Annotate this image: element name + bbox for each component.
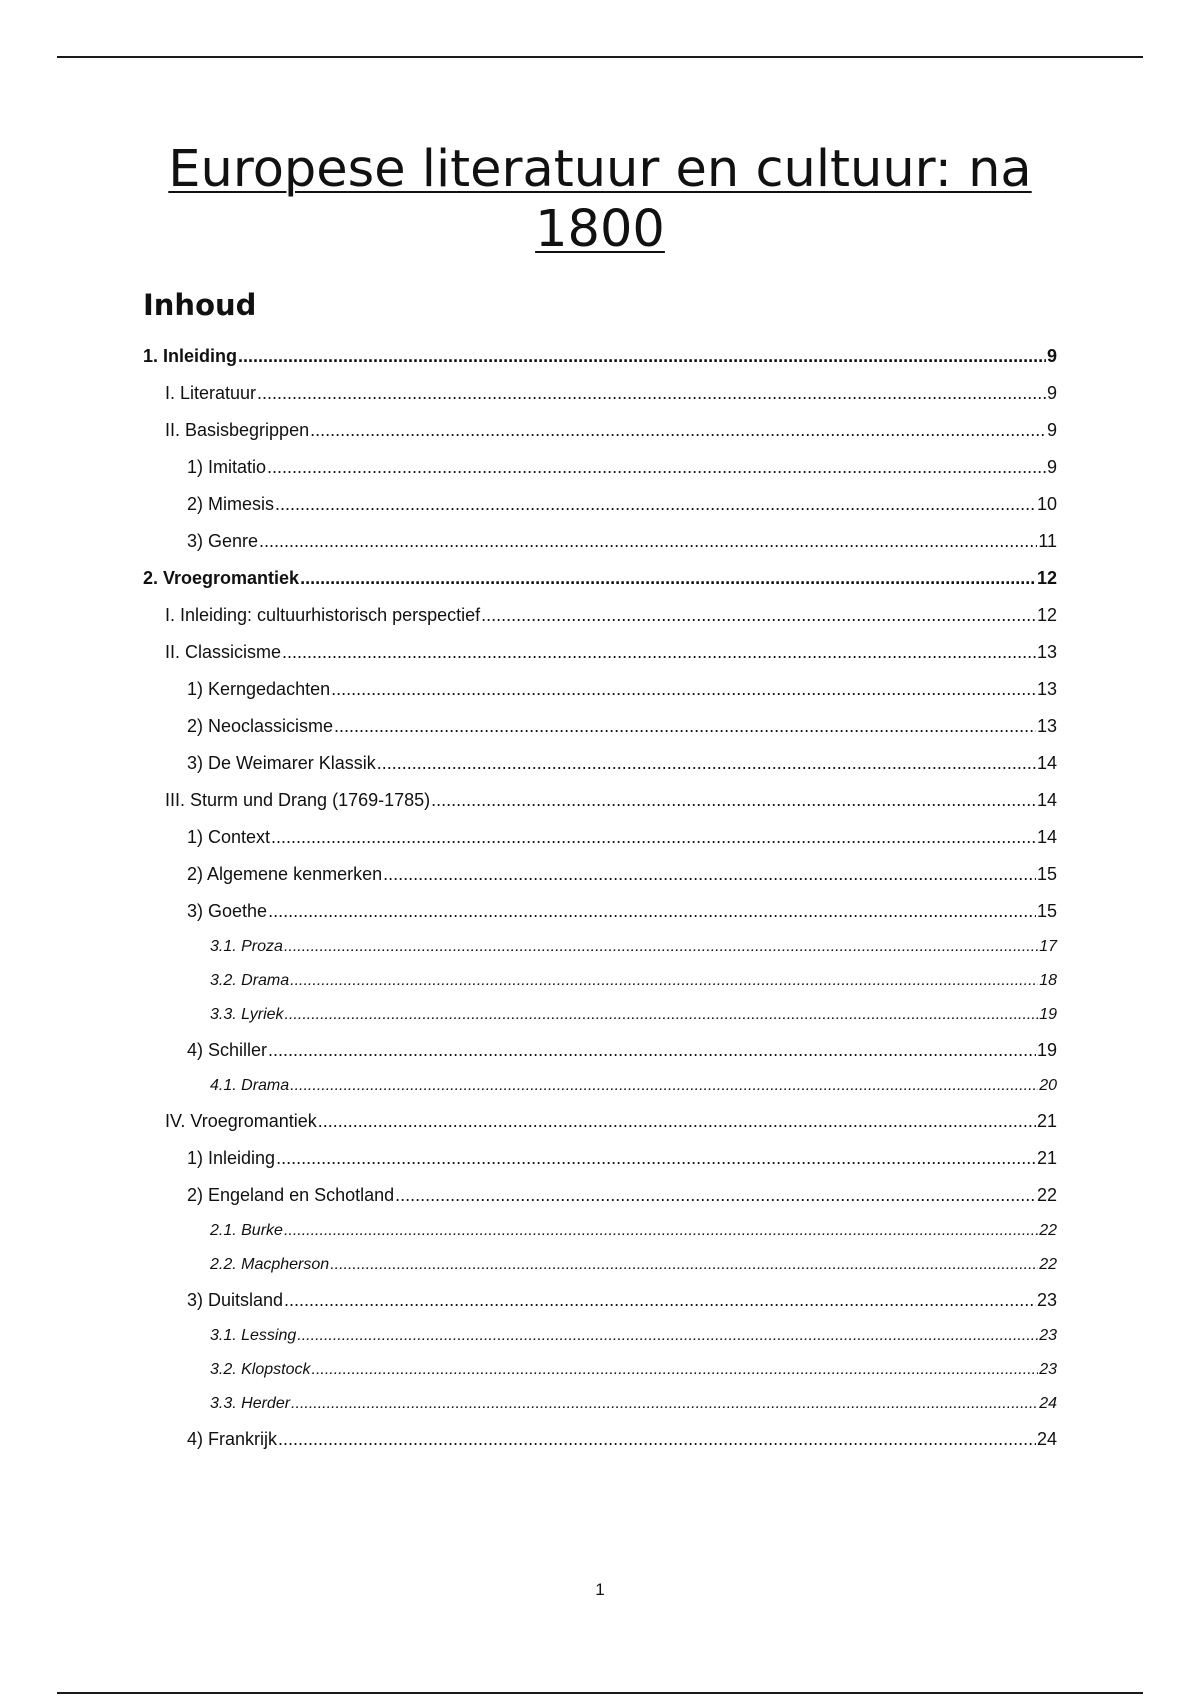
toc-entry-page: 22: [1039, 1222, 1057, 1239]
toc-entry-label: 1) Inleiding: [187, 1148, 276, 1168]
toc-entry[interactable]: [143, 1353, 1057, 1387]
toc-entry-label: 3) Duitsland: [187, 1290, 284, 1310]
toc-entry-page: 12: [1036, 568, 1057, 588]
toc-entry[interactable]: [143, 1177, 1057, 1214]
toc-dot-leader: [300, 560, 1036, 597]
toc-entry-page: 23: [1036, 1290, 1057, 1310]
toc-entry-label: 3.2. Drama: [210, 972, 290, 989]
toc-dot-leader: [383, 856, 1036, 893]
toc-entry-page: 19: [1036, 1040, 1057, 1060]
toc-entry-label: 3.3. Lyriek: [210, 1006, 284, 1023]
toc-entry[interactable]: [143, 449, 1057, 486]
toc-entry-page: 10: [1036, 494, 1057, 514]
toc-dot-leader: [284, 1214, 1038, 1248]
toc-entry-page: 12: [1036, 605, 1057, 625]
toc-heading: Inhoud: [143, 288, 257, 322]
toc-dot-leader: [312, 1353, 1039, 1387]
toc-entry[interactable]: [143, 671, 1057, 708]
toc-dot-leader: [275, 486, 1036, 523]
toc-entry-label: 1. Inleiding: [143, 346, 238, 366]
table-of-contents: [143, 338, 1057, 1458]
toc-entry[interactable]: [143, 412, 1057, 449]
toc-dot-leader: [259, 523, 1037, 560]
toc-entry-label: I. Inleiding: cultuurhistorisch perspectief: [165, 605, 481, 625]
toc-dot-leader: [431, 782, 1036, 819]
toc-entry[interactable]: [143, 1069, 1057, 1103]
toc-entry-label: 3) Genre: [187, 531, 259, 551]
toc-dot-leader: [331, 671, 1036, 708]
toc-entry-label: 2) Neoclassicisme: [187, 716, 334, 736]
toc-entry-label: 3.2. Klopstock: [210, 1361, 311, 1378]
toc-entry-label: II. Basisbegrippen: [165, 420, 310, 440]
toc-entry[interactable]: [143, 523, 1057, 560]
document-title-line-2: 1800: [535, 200, 665, 259]
toc-entry-page: 15: [1036, 901, 1057, 921]
toc-entry[interactable]: [143, 1140, 1057, 1177]
toc-dot-leader: [310, 412, 1046, 449]
toc-entry-page: 18: [1039, 972, 1057, 989]
toc-entry-label: 2. Vroegromantiek: [143, 568, 300, 588]
toc-entry[interactable]: [143, 1214, 1057, 1248]
toc-entry[interactable]: [143, 560, 1057, 597]
footer-rule: [57, 1692, 1143, 1694]
toc-entry-page: 20: [1039, 1077, 1057, 1094]
toc-entry-label: 2) Mimesis: [187, 494, 275, 514]
toc-entry-label: 2.1. Burke: [210, 1222, 283, 1239]
toc-entry[interactable]: [143, 1103, 1057, 1140]
toc-dot-leader: [257, 375, 1046, 412]
toc-dot-leader: [271, 819, 1036, 856]
header-rule: [57, 56, 1143, 58]
toc-entry-page: 9: [1046, 420, 1057, 440]
toc-entry-page: 14: [1036, 753, 1057, 773]
toc-entry-label: 3.1. Lessing: [210, 1327, 297, 1344]
toc-entry[interactable]: [143, 893, 1057, 930]
toc-entry[interactable]: [143, 745, 1057, 782]
toc-entry-page: 19: [1039, 1006, 1057, 1023]
toc-entry[interactable]: [143, 338, 1057, 375]
toc-entry-label: 1) Kerngedachten: [187, 679, 331, 699]
toc-entry-page: 13: [1036, 679, 1057, 699]
toc-entry-label: 4.1. Drama: [210, 1077, 290, 1094]
toc-entry-page: 24: [1036, 1429, 1057, 1449]
toc-entry-page: 23: [1039, 1361, 1057, 1378]
toc-entry-label: 4) Schiller: [187, 1040, 268, 1060]
toc-entry-page: 14: [1036, 827, 1057, 847]
toc-dot-leader: [278, 1421, 1036, 1458]
toc-entry-page: 14: [1036, 790, 1057, 810]
toc-dot-leader: [284, 930, 1038, 964]
toc-dot-leader: [291, 1387, 1038, 1421]
toc-entry[interactable]: [143, 782, 1057, 819]
toc-entry[interactable]: [143, 597, 1057, 634]
toc-entry-page: 13: [1036, 642, 1057, 662]
toc-entry-label: 2) Engeland en Schotland: [187, 1185, 395, 1205]
document-title: [120, 140, 1080, 260]
toc-entry[interactable]: [143, 1319, 1057, 1353]
toc-entry[interactable]: [143, 375, 1057, 412]
toc-entry[interactable]: [143, 998, 1057, 1032]
toc-entry-page: 22: [1036, 1185, 1057, 1205]
toc-entry[interactable]: [143, 1032, 1057, 1069]
toc-entry[interactable]: [143, 856, 1057, 893]
toc-entry-page: 17: [1039, 938, 1057, 955]
toc-entry-page: 21: [1036, 1148, 1057, 1168]
toc-entry-page: 9: [1046, 383, 1057, 403]
toc-dot-leader: [268, 1032, 1036, 1069]
toc-dot-leader: [481, 597, 1036, 634]
toc-entry-label: IV. Vroegromantiek: [165, 1111, 317, 1131]
toc-dot-leader: [268, 893, 1036, 930]
toc-entry[interactable]: [143, 708, 1057, 745]
toc-dot-leader: [285, 998, 1039, 1032]
document-title-line-1: Europese literatuur en cultuur: na: [168, 140, 1032, 199]
toc-dot-leader: [318, 1103, 1036, 1140]
toc-dot-leader: [297, 1319, 1038, 1353]
toc-entry-label: I. Literatuur: [165, 383, 257, 403]
toc-entry-label: 3) De Weimarer Klassik: [187, 753, 376, 773]
toc-entry-label: 1) Imitatio: [187, 457, 267, 477]
toc-entry-label: 2) Algemene kenmerken: [187, 864, 383, 884]
toc-entry-label: 3) Goethe: [187, 901, 268, 921]
toc-entry[interactable]: [143, 819, 1057, 856]
toc-dot-leader: [377, 745, 1036, 782]
toc-entry[interactable]: [143, 1421, 1057, 1458]
toc-entry-label: 4) Frankrijk: [187, 1429, 278, 1449]
toc-dot-leader: [395, 1177, 1036, 1214]
toc-entry[interactable]: [143, 634, 1057, 671]
toc-entry-label: II. Classicisme: [165, 642, 282, 662]
toc-entry[interactable]: [143, 964, 1057, 998]
toc-entry-page: 9: [1046, 457, 1057, 477]
toc-entry-page: 15: [1036, 864, 1057, 884]
toc-entry-page: 21: [1036, 1111, 1057, 1131]
toc-dot-leader: [282, 634, 1036, 671]
toc-dot-leader: [276, 1140, 1036, 1177]
toc-entry-page: 9: [1046, 346, 1057, 366]
toc-entry[interactable]: [143, 486, 1057, 523]
toc-entry[interactable]: [143, 1282, 1057, 1319]
toc-dot-leader: [284, 1282, 1036, 1319]
toc-entry-label: 3.1. Proza: [210, 938, 283, 955]
toc-dot-leader: [290, 1069, 1038, 1103]
toc-entry-page: 11: [1038, 531, 1057, 551]
toc-entry-page: 24: [1039, 1395, 1057, 1412]
toc-entry-label: 1) Context: [187, 827, 271, 847]
toc-dot-leader: [334, 708, 1036, 745]
toc-entry-label: III. Sturm und Drang (1769-1785): [165, 790, 431, 810]
toc-dot-leader: [330, 1248, 1038, 1282]
toc-entry[interactable]: [143, 930, 1057, 964]
toc-entry-page: 13: [1036, 716, 1057, 736]
toc-dot-leader: [290, 964, 1038, 998]
toc-entry-label: 2.2. Macpherson: [210, 1256, 330, 1273]
toc-dot-leader: [267, 449, 1046, 486]
page-number: 1: [595, 1580, 605, 1599]
toc-entry-page: 23: [1039, 1327, 1057, 1344]
toc-entry[interactable]: [143, 1248, 1057, 1282]
toc-entry-label: 3.3. Herder: [210, 1395, 291, 1412]
toc-dot-leader: [238, 338, 1046, 375]
toc-entry-page: 22: [1039, 1256, 1057, 1273]
toc-entry[interactable]: [143, 1387, 1057, 1421]
